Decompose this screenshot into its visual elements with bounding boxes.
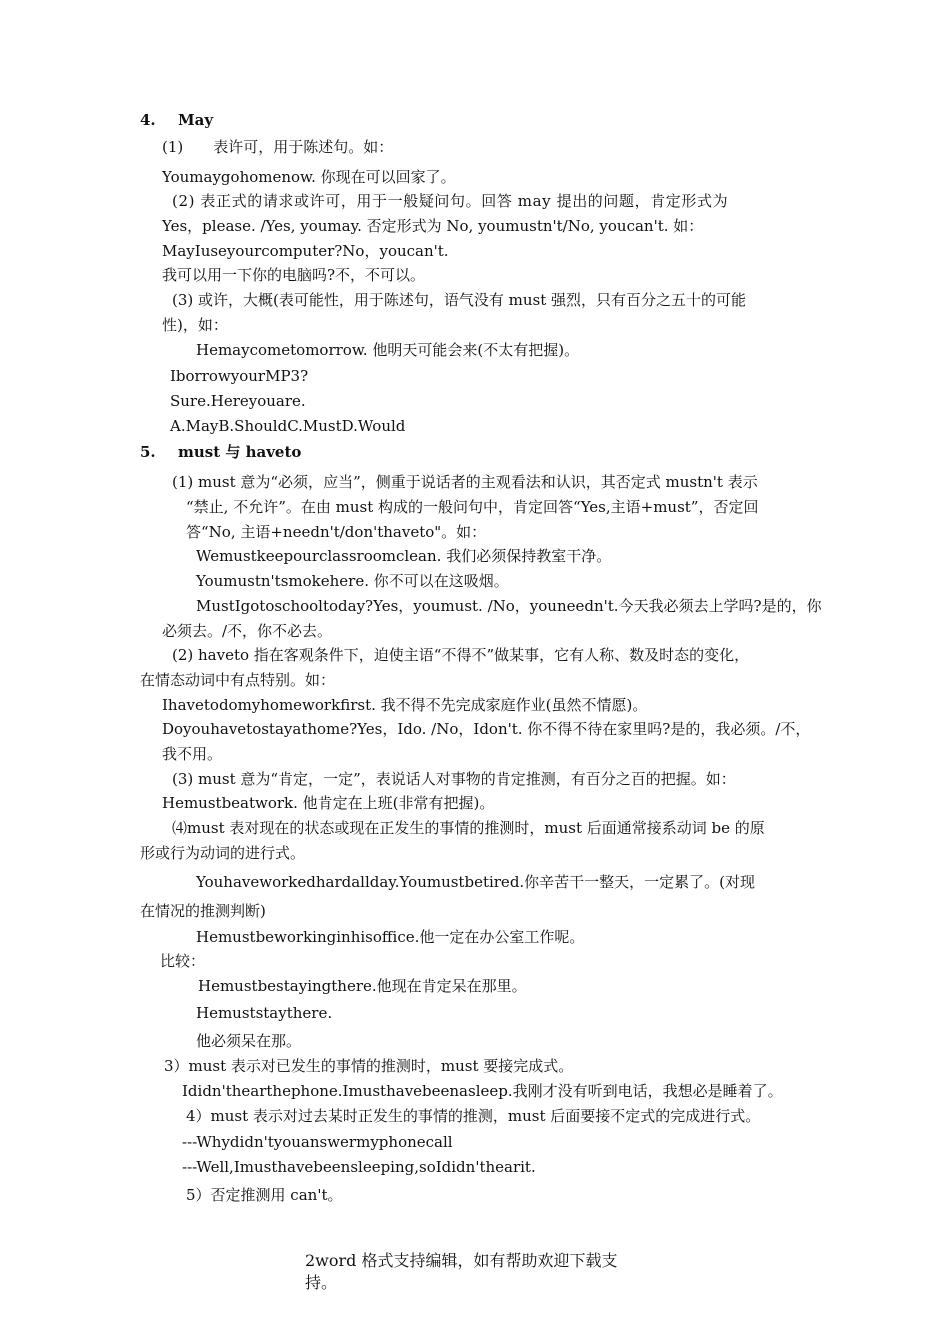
s4-question-line-1: IborrowyourMP3?	[170, 367, 309, 385]
s5-point-1-line-3: 答“No, 主语+needn't/don'thaveto"。如：	[186, 523, 487, 541]
section-5-number: 5.	[140, 443, 156, 461]
s4-point-3-line-2: 性)，如：	[162, 316, 228, 334]
s5-example-2: Youmustn'tsmokehere. 你不可以在这吸烟。	[196, 572, 509, 590]
s5-example-6: Hemustbeatwork. 他肯定在上班(非常有把握)。	[162, 794, 495, 812]
s5-point-1-line-2: “禁止, 不允许”。在由 must 构成的一般问句中，肯定回答“Yes,主语+must”，否定回	[186, 498, 759, 516]
section-4-title: May	[178, 111, 214, 129]
s5-example-1: Wemustkeepourclassroomclean. 我们必须保持教室干净。	[196, 547, 612, 565]
s5-example-10: Hemuststaythere.	[196, 1004, 333, 1022]
s5-point-4-line-1: ⑷must 表对现在的状态或现在正发生的事情的推测时，must 后面通常接系动词 be 的原	[172, 819, 765, 837]
s5-example-9: Hemustbestayingthere.他现在肯定呆在那里。	[198, 977, 527, 995]
s5-example-7-line-1: Youhaveworkedhardallday.Youmustbetired.你辛苦干一整天，一定累了。(对现	[196, 873, 756, 891]
s5-point-4-line-2: 形或行为动词的进行式。	[140, 844, 306, 862]
s5-point-6: 4）must 表示对过去某时正发生的事情的推测，must 后面要接不定式的完成进行式。	[186, 1107, 761, 1125]
s5-example-3-line-1: MustIgotoschooltoday?Yes，youmust. /No，youneedn't.今天我必须去上学吗?是的，你	[196, 597, 822, 615]
s5-example-10-translation: 他必须呆在那。	[196, 1032, 302, 1050]
s5-point-2-line-1: (2) haveto 指在客观条件下，迫使主语“不得不”做某事，它有人称、数及时态的变化，	[172, 646, 750, 664]
s4-point-2-line-2: Yes，please. /Yes, youmay. 否定形式为 No, youmustn't/No, youcan't. 如：	[162, 217, 704, 235]
s5-example-5-line-1: Doyouhavetostayathome?Yes，Ido. /No，Idon't. 你不得不待在家里吗?是的，我必须。/不，	[162, 720, 811, 738]
s5-point-2-line-2: 在情态动词中有点特别。如：	[140, 671, 336, 689]
section-4-number: 4.	[140, 111, 156, 129]
s5-point-1-line-1: (1) must 意为“必须，应当”，侧重于说话者的主观看法和认识，其否定式 mustn't 表示	[172, 473, 758, 491]
s5-point-7: 5）否定推测用 can't。	[186, 1186, 343, 1204]
s5-example-5-line-2: 我不用。	[162, 745, 223, 763]
s5-example-8: Hemustbeworkinginhisoffice.他一定在办公室工作呢。	[196, 928, 585, 946]
s5-example-3-line-2: 必须去。/不，你不必去。	[162, 622, 333, 640]
s5-example-7-line-2: 在情况的推测判断)	[140, 902, 266, 920]
s4-question-line-2: Sure.Hereyouare.	[170, 392, 306, 410]
footer-line-2: 持。	[305, 1273, 338, 1292]
s5-point-5: 3）must 表示对已发生的事情的推测时，must 要接完成式。	[164, 1057, 574, 1075]
s5-example-13: ---Well,Imusthavebeensleeping,soIdidn'thearit.	[182, 1158, 536, 1176]
section-5-title: must 与 haveto	[178, 443, 302, 461]
s5-example-11: Ididn'thearthephone.Imusthavebeenasleep.我刚才没有听到电话，我想必是睡着了。	[182, 1082, 783, 1100]
s4-point-3-line-1: (3) 或许，大概(表可能性，用于陈述句，语气没有 must 强烈，只有百分之五十的可能	[172, 291, 747, 309]
s4-point-2-example: MayIuseyourcomputer?No，youcan't.	[162, 242, 449, 260]
s4-point-2-line-1: (2) 表正式的请求或许可，用于一般疑问句。回答 may 提出的问题，肯定形式为	[172, 192, 729, 210]
s4-point-1-example: Youmaygohomenow. 你现在可以回家了。	[162, 168, 456, 186]
s4-point-3-example: Hemaycometomorrow. 他明天可能会来(不太有把握)。	[196, 341, 580, 359]
s4-point-2-translation: 我可以用一下你的电脑吗?不，不可以。	[162, 266, 426, 284]
s5-point-3: (3) must 意为“肯定，一定”，表说话人对事物的肯定推测，有百分之百的把握。如：	[172, 770, 736, 788]
s5-compare-label: 比较：	[160, 952, 206, 970]
s5-example-12: ---Whydidn'tyouanswermyphonecall	[182, 1133, 453, 1151]
s5-example-4: Ihavetodomyhomeworkfirst. 我不得不先完成家庭作业(虽然不情愿)。	[162, 696, 648, 714]
footer-line-1: 2word 格式支持编辑，如有帮助欢迎下载支	[305, 1251, 618, 1270]
s4-question-options: A.MayB.ShouldC.MustD.Would	[170, 417, 406, 435]
s4-point-1: (1) 表许可，用于陈述句。如：	[162, 138, 394, 156]
